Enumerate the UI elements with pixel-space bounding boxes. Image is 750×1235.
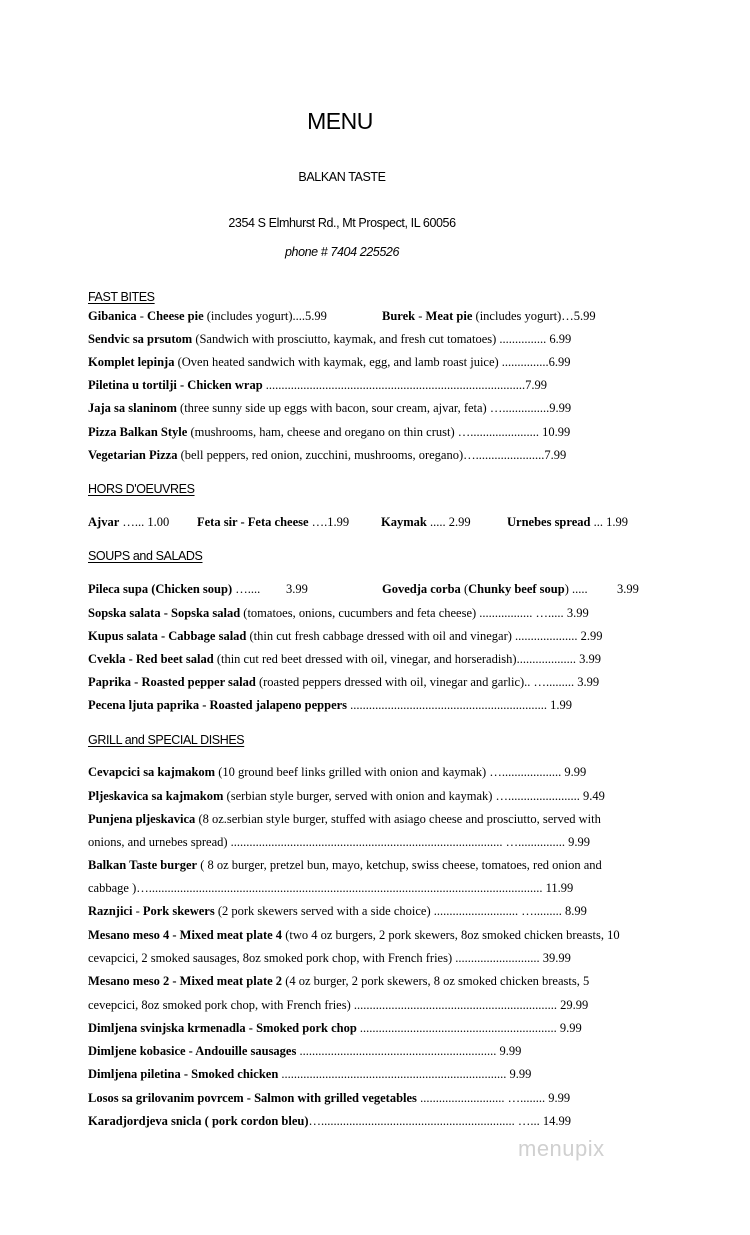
section-heading-soups-salads: SOUPS and SALADS [88, 549, 203, 563]
menu-item-mesano-meso-2-cont: cevepcici, 8oz smoked pork chop, with French fries) ................................................................. 29.99 [88, 998, 589, 1012]
item-price: 9.99 [548, 1091, 571, 1105]
item-price: 1.99 [550, 698, 573, 712]
item-price-pileca: 3.99 [286, 582, 308, 596]
item-price: 9.99 [568, 835, 591, 849]
item-price: 29.99 [560, 998, 589, 1012]
menu-item-kobasice: Dimljene kobasice - Andouille sausages ............................................................... 9.99 [88, 1044, 522, 1058]
menu-item-karadjordjeva: Karadjordjeva snicla ( pork cordon bleu)….............................................................. …... 14.99 [88, 1114, 571, 1128]
menu-item-dimljena-piletina: Dimljena piletina - Smoked chicken ........................................................................ 9.99 [88, 1067, 532, 1081]
menu-item-burek: Burek - Meat pie (includes yogurt)…5.99 [382, 309, 596, 323]
menu-item-punjena-pljeskavica-cont: onions, and urnebes spread) ....................................................................................... …............... 9.99 [88, 835, 591, 849]
item-price: 2.99 [580, 629, 603, 643]
menu-item-pizza-balkan: Pizza Balkan Style (mushrooms, ham, cheese and oregano on thin crust) …...................... 10.99 [88, 425, 571, 439]
menu-item-gibanica: Gibanica - Cheese pie (includes yogurt)....5.99 [88, 309, 327, 323]
menu-item-pecena-paprika: Pecena ljuta paprika - Roasted jalapeno peppers ............................................................... 1.99 [88, 698, 573, 712]
item-price: 11.99 [545, 881, 574, 895]
restaurant-address: 2354 S Elmhurst Rd., Mt Prospect, IL 60056 [228, 216, 456, 230]
menu-item-pileca-supa: Pileca supa (Chicken soup) ….... [88, 582, 261, 596]
menu-item-balkan-burger-cont: cabbage )….............................................................................................................................. 11.99 [88, 881, 574, 895]
item-price: 9.99 [499, 1044, 522, 1058]
menu-item-govedja-corba: Govedja corba (Chunky beef soup) ..... [382, 582, 588, 596]
restaurant-phone: phone # 7404 225526 [284, 245, 400, 259]
item-price: 14.99 [542, 1114, 571, 1128]
item-price: 39.99 [542, 951, 571, 965]
menu-item-mesano-meso-2: Mesano meso 2 - Mixed meat plate 2 (4 oz burger, 2 pork skewers, 8 oz smoked chicken breasts, 5 [88, 974, 590, 988]
menu-item-paprika: Paprika - Roasted pepper salad (roasted peppers dressed with oil, vinegar and garlic).. …......... 3.99 [88, 675, 600, 689]
menu-item-cevapcici: Cevapcici sa kajmakom (10 ground beef links grilled with onion and kaymak) …................... 9.99 [88, 765, 587, 779]
item-price: 9.99 [509, 1067, 532, 1081]
item-price: 1.99 [327, 515, 350, 529]
menu-item-cvekla: Cvekla - Red beet salad (thin cut red beet dressed with oil, vinegar, and horseradish)................... 3.99 [88, 652, 601, 666]
menu-item-piletina-wrap: Piletina u tortilji - Chicken wrap ...................................................................................7.99 [88, 378, 548, 392]
item-price: 3.99 [577, 675, 600, 689]
item-price: 5.99 [305, 309, 327, 323]
item-price: 1.99 [606, 515, 628, 529]
menu-item-pljeskavica: Pljeskavica sa kajmakom (serbian style burger, served with onion and kaymak) …....................... 9.49 [88, 789, 605, 803]
section-heading-fast-bites: FAST BITES [88, 290, 155, 304]
item-price: 3.99 [579, 652, 601, 666]
menu-item-kaymak: Kaymak ..... 2.99 [381, 515, 471, 529]
menu-item-kupus-salata: Kupus salata - Cabbage salad (thin cut fresh cabbage dressed with oil and vinegar) .................... 2.99 [88, 629, 603, 643]
menu-item-mesano-meso-4: Mesano meso 4 - Mixed meat plate 4 (two 4 oz burgers, 2 pork skewers, 8oz smoked chicken breasts, 10 [88, 928, 620, 942]
menu-item-sendvic: Sendvic sa prsutom (Sandwich with prosciutto, kaymak, and fresh cut tomatoes) ............... 6.99 [88, 332, 572, 346]
menu-item-feta: Feta sir - Feta cheese ….1.99 [197, 515, 350, 529]
item-price: 7.99 [544, 448, 567, 462]
item-price: 7.99 [525, 378, 548, 392]
menu-item-ajvar: Ajvar …... 1.00 [88, 515, 170, 529]
item-price: 9.49 [583, 789, 605, 803]
menu-item-mesano-meso-4-cont: cevapcici, 2 smoked sausages, 8oz smoked pork chop, with French fries) ........................... 39.99 [88, 951, 571, 965]
item-price: 6.99 [549, 332, 572, 346]
item-price-govedja: 3.99 [617, 582, 639, 596]
restaurant-name: BALKAN TASTE [298, 170, 386, 184]
section-heading-grill-special: GRILL and SPECIAL DISHES [88, 733, 245, 747]
item-price: 2.99 [448, 515, 471, 529]
menu-item-komplet: Komplet lepinja (Oven heated sandwich with kaymak, egg, and lamb roast juice) ...............6.99 [88, 355, 571, 369]
item-price: 5.99 [573, 309, 596, 323]
item-price: 3.99 [566, 606, 589, 620]
item-price: 1.00 [147, 515, 170, 529]
item-price: 9.99 [549, 401, 572, 415]
menu-item-balkan-burger: Balkan Taste burger ( 8 oz burger, pretzel bun, mayo, ketchup, swiss cheese, tomatoes, red onion and [88, 858, 602, 872]
menu-item-krmenadla: Dimljena svinjska krmenadla - Smoked pork chop ............................................................... 9.99 [88, 1021, 582, 1035]
item-price: 10.99 [542, 425, 571, 439]
menupix-watermark: menupix [518, 1136, 605, 1161]
item-price: 8.99 [565, 904, 587, 918]
menu-item-vegetarian-pizza: Vegetarian Pizza (bell peppers, red onion, zucchini, mushrooms, oregano)…......................7.99 [88, 448, 567, 462]
menu-item-jaja: Jaja sa slaninom (three sunny side up eggs with bacon, sour cream, ajvar, feta) …...............9.99 [88, 401, 572, 415]
menu-title: MENU [307, 108, 373, 134]
menu-item-raznjici: Raznjici - Pork skewers (2 pork skewers served with a side choice) ........................... …......... 8.99 [88, 904, 587, 918]
menu-item-urnebes: Urnebes spread ... 1.99 [507, 515, 628, 529]
section-heading-hors-doeuvres: HORS D'OEUVRES [88, 482, 195, 496]
menu-item-losos: Losos sa grilovanim povrcem - Salmon with grilled vegetables ........................... …........ 9.99 [88, 1091, 571, 1105]
item-price: 9.99 [564, 765, 587, 779]
menu-item-sopska-salata: Sopska salata - Sopska salad (tomatoes, onions, cucumbers and feta cheese) ................. …..... 3.99 [88, 606, 589, 620]
menu-item-punjena-pljeskavica: Punjena pljeskavica (8 oz.serbian style burger, stuffed with asiago cheese and prosciutto, served with [88, 812, 601, 826]
item-price: 9.99 [559, 1021, 582, 1035]
item-price: 6.99 [548, 355, 571, 369]
